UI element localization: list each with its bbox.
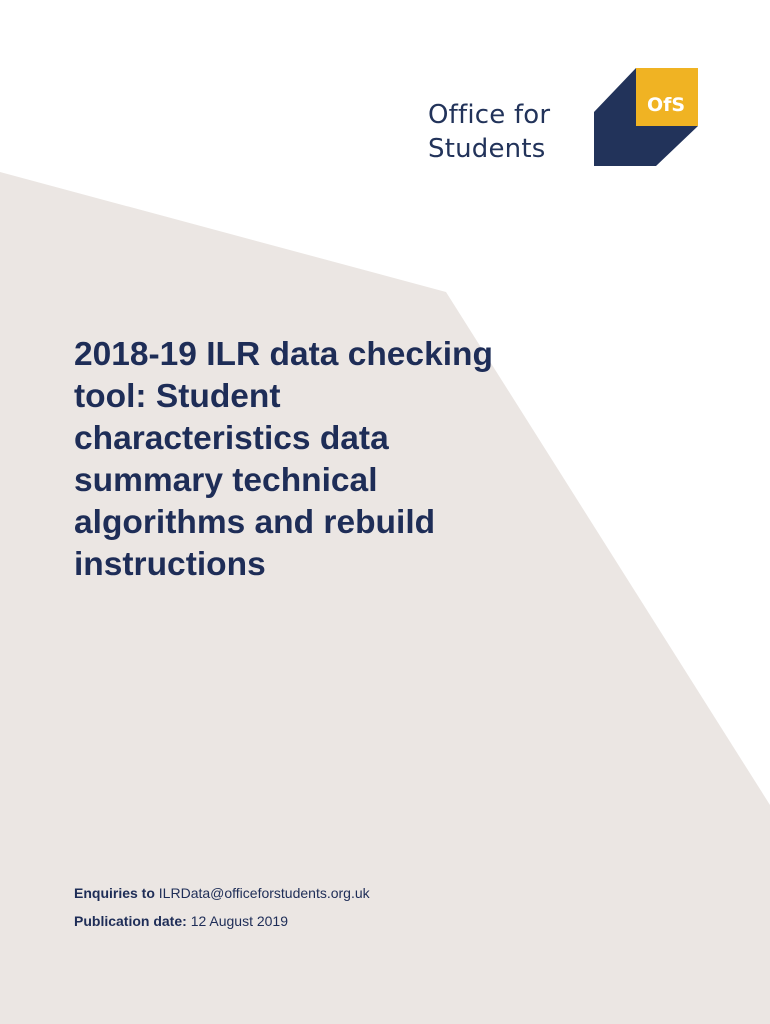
document-title: 2018-19 ILR data checking tool: Student characteristics data summary technical algorithms and rebuild instructions (74, 336, 493, 583)
ofs-mark-icon (594, 68, 698, 166)
logo-line-2: Students (428, 134, 546, 164)
ofs-logo (428, 68, 698, 166)
logo-line-1: Office for (428, 100, 551, 130)
enquiries-email-link[interactable]: ILRData@officeforstudents.org.uk (158, 885, 370, 901)
logo-mark-label: OfS (646, 94, 686, 116)
enquiries-line (74, 885, 370, 901)
publication-date-label: Publication date: (74, 913, 187, 929)
publication-date-value: 12 August 2019 (190, 913, 288, 929)
logo-wordmark (428, 98, 550, 166)
publication-date-line (74, 913, 288, 929)
enquiries-label: Enquiries to (74, 885, 155, 901)
